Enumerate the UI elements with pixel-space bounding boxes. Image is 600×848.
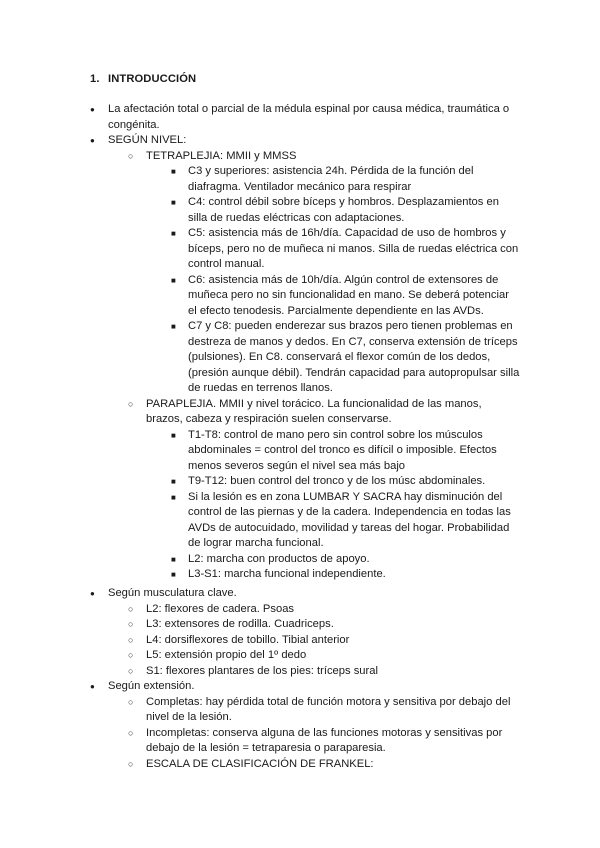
list-item: ○ Incompletas: conserva alguna de las funciones motoras y sensitivas por debajo de la lesión = tetraparesia o paraparesia. xyxy=(128,726,520,757)
paraplejia-list xyxy=(170,428,520,583)
list-item: ○ S1: flexores plantares de los pies: tríceps sural xyxy=(128,664,520,680)
list-item: ○ L2: flexores de cadera. Psoas xyxy=(128,602,520,618)
list-item: ■ T1-T8: control de mano pero sin control sobre los músculos abdominales = control del tronco es difícil o imposible. Efectos menos severos según el nivel sea más bajo xyxy=(170,428,520,475)
nivel-sublist xyxy=(128,149,520,583)
extension-list xyxy=(128,695,520,773)
main-list xyxy=(90,102,520,583)
list-item: ■ Si la lesión es en zona LUMBAR Y SACRA hay disminución del control de las piernas y de la cadera. Independencia en todas las AVDs de autocuidado, movilidad y tareas del hogar. Probabilidad de lograr marcha funcional. xyxy=(170,490,520,552)
list-item: ■ C6: asistencia más de 10h/día. Algún control de extensores de muñeca pero no sin funcionalidad en mano. Se deberá potenciar el efecto tenodesis. Parcialmente dependiente en las AVDs. xyxy=(170,273,520,320)
list-item: ■ L2: marcha con productos de apoyo. xyxy=(170,552,520,568)
list-item-extension xyxy=(90,679,520,772)
musculatura-extension-block xyxy=(90,586,520,772)
list-item: ■ C5: asistencia más de 16h/día. Capacidad de uso de hombros y bíceps, pero no de muñeca ni manos. Silla de ruedas eléctrica con control manual. xyxy=(170,226,520,273)
list-item: ○ L3: extensores de rodilla. Cuadriceps. xyxy=(128,617,520,633)
list-item: ■ C4: control débil sobre bíceps y hombros. Desplazamientos en silla de ruedas eléctricas con adaptaciones. xyxy=(170,195,520,226)
nivel-block xyxy=(90,102,520,583)
musculatura-label: Según musculatura clave. xyxy=(108,587,237,599)
section-heading xyxy=(90,72,196,88)
list-item: ■ C3 y superiores: asistencia 24h. Pérdida de la función del diafragma. Ventilador mecánico para respirar xyxy=(170,164,520,195)
list-item: ■ T9-T12: buen control del tronco y de los músc abdominales. xyxy=(170,474,520,490)
list-item: ○ Completas: hay pérdida total de función motora y sensitiva por debajo del nivel de la lesión. xyxy=(128,695,520,726)
list-item: ○ ESCALA DE CLASIFICACIÓN DE FRANKEL: xyxy=(128,757,520,773)
list-item-segun-nivel xyxy=(90,133,520,583)
tetraplejia-label: TETRAPLEJIA: MMII y MMSS xyxy=(146,149,297,162)
segun-nivel-label: SEGÚN NIVEL: xyxy=(108,134,187,146)
list-item-definition: ● La afectación total o parcial de la médula espinal por causa médica, traumática o congénita. xyxy=(90,102,520,133)
list-item: ○ L5: extensión propio del 1º dedo xyxy=(128,648,520,664)
list-item: ■ L3-S1: marcha funcional independiente. xyxy=(170,567,520,583)
paraplejia-label: PARAPLEJIA. MMII y nivel torácico. La funcionalidad de las manos, brazos, cabeza y respiración suelen conservarse. xyxy=(146,397,482,425)
list-item: ■ C7 y C8: pueden enderezar sus brazos pero tienen problemas en destreza de manos y dedos. En C7, conserva extensión de tríceps (pulsiones). En C8. conservará el flexor común de los dedos, (presión aunque débil). Tendrán capacidad para autopropulsar silla de ruedas en terrenos llanos. xyxy=(170,319,520,397)
list-item: ○ L4: dorsiflexores de tobillo. Tibial anterior xyxy=(128,633,520,649)
list-item-musculatura xyxy=(90,586,520,679)
list-item-paraplejia xyxy=(128,397,520,583)
heading-title: INTRODUCCIÓN xyxy=(108,73,197,85)
second-list xyxy=(90,586,520,772)
musculatura-list xyxy=(128,602,520,680)
list-item-tetraplejia xyxy=(128,149,520,397)
heading-number: 1. xyxy=(90,73,100,85)
tetraplejia-list xyxy=(170,164,520,397)
extension-label: Según extensión. xyxy=(108,680,195,692)
